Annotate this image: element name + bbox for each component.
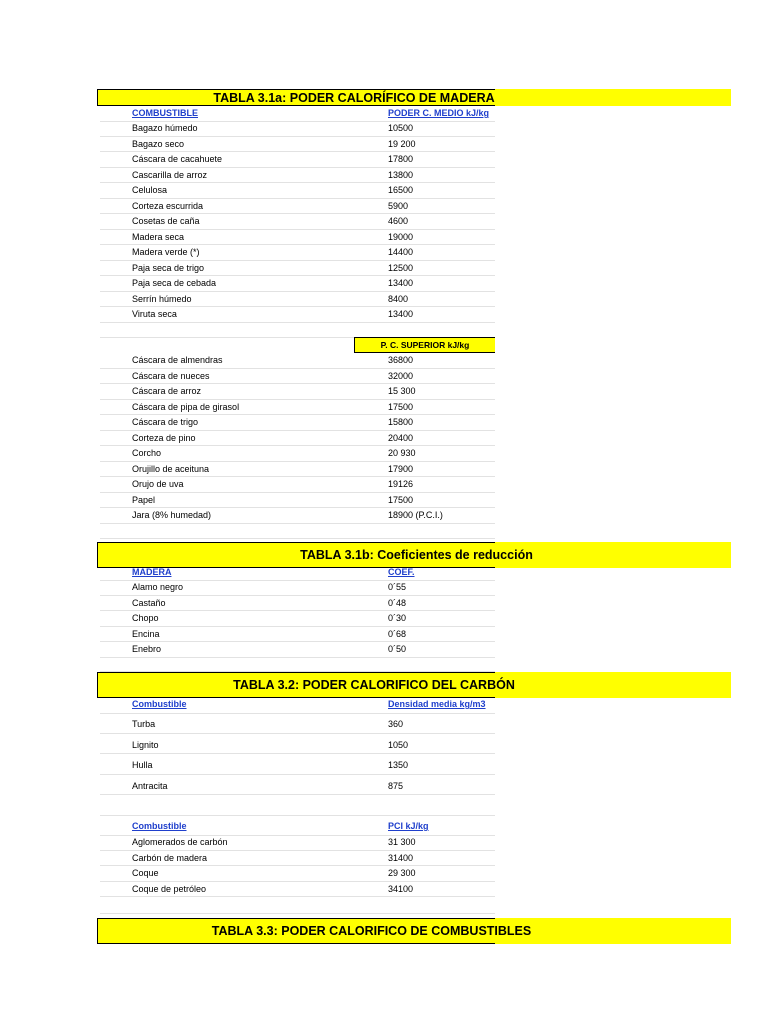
row-value: 32000	[388, 370, 414, 381]
table-row	[100, 462, 495, 478]
row-label: Jara (8% humedad)	[132, 510, 212, 520]
table-3-1a-title: TABLA 3.1a: PODER CALORÍFICO DE MADERA	[213, 90, 495, 105]
row-value: 16500	[388, 185, 414, 195]
row-label: Cáscara de nueces	[132, 370, 210, 381]
table-row	[100, 152, 495, 168]
row-label: Coque	[132, 868, 159, 878]
row-value: 360	[388, 719, 404, 729]
row-value: 14400	[388, 247, 414, 257]
row-label: Cáscara de almendras	[132, 355, 223, 365]
superior-header: P. C. SUPERIOR kJ/kg	[354, 337, 495, 353]
column-header-pci: PCI kJ/kg	[388, 821, 429, 831]
blank-row	[100, 322, 495, 338]
blank-row	[100, 657, 495, 672]
row-label: Cáscara de pipa de girasol	[132, 401, 240, 412]
table-row	[100, 734, 495, 755]
table-row	[100, 882, 495, 898]
row-value: 10500	[388, 123, 414, 133]
table-row	[100, 446, 495, 462]
table-row	[100, 199, 495, 215]
column-header-combustible: Combustible	[132, 699, 187, 709]
row-value: 0´68	[388, 628, 407, 639]
row-value: 17500	[388, 401, 414, 412]
table-row	[100, 400, 495, 416]
row-value: 0´55	[388, 582, 407, 592]
table-row	[100, 168, 495, 184]
table-row	[100, 384, 495, 400]
table-3-3-title-box	[97, 918, 532, 944]
row-value: 13400	[388, 309, 414, 319]
column-header-madera: MADERA	[132, 567, 172, 577]
table-header-row	[100, 815, 495, 836]
row-value: 17500	[388, 494, 414, 505]
row-label: Alamo negro	[132, 582, 184, 592]
row-label: Cascarilla de arroz	[132, 169, 208, 180]
table-row	[100, 508, 495, 524]
row-value: 29 300	[388, 868, 416, 878]
column-header-poder: PODER C. MEDIO kJ/kg	[388, 108, 490, 118]
row-label: Corcho	[132, 448, 162, 458]
table-header-row	[100, 565, 495, 581]
table-row	[100, 214, 495, 230]
table-row	[100, 642, 495, 658]
table-row	[100, 627, 495, 643]
row-value: 0´30	[388, 613, 407, 623]
row-label: Orujillo de aceituna	[132, 463, 210, 474]
row-label: Celulosa	[132, 185, 168, 195]
column-header-combustible-2: Combustible	[132, 821, 187, 831]
row-value: 20 930	[388, 448, 416, 458]
row-value: 4600	[388, 216, 409, 226]
row-value: 19 200	[388, 138, 416, 149]
table-row	[100, 183, 495, 199]
column-header-combustible: COMBUSTIBLE	[132, 108, 198, 118]
table-row	[100, 835, 495, 851]
row-label: Viruta seca	[132, 309, 177, 319]
row-value: 19126	[388, 479, 414, 489]
row-label: Lignito	[132, 739, 159, 750]
table-row	[100, 261, 495, 277]
table-3-1a-title-box	[97, 89, 495, 106]
row-value: 18900 (P.C.I.)	[388, 510, 443, 520]
table-row	[100, 245, 495, 261]
row-value: 5900	[388, 200, 409, 211]
row-label: Corteza escurrida	[132, 200, 204, 211]
table-row	[100, 580, 495, 596]
table-row	[100, 713, 495, 734]
row-value: 875	[388, 780, 404, 791]
row-label: Orujo de uva	[132, 479, 184, 489]
row-label: Bagazo seco	[132, 138, 185, 149]
table-row	[100, 292, 495, 308]
row-value: 8400	[388, 293, 409, 304]
row-value: 31400	[388, 852, 414, 863]
row-label: Hulla	[132, 760, 153, 770]
row-label: Madera verde (*)	[132, 247, 200, 257]
table-row	[100, 230, 495, 246]
table-row	[100, 851, 495, 867]
row-label: Papel	[132, 494, 156, 505]
blank-row	[100, 523, 495, 539]
column-header-densidad: Densidad media kg/m3	[388, 699, 486, 709]
row-label: Cosetas de caña	[132, 216, 200, 226]
row-value: 36800	[388, 355, 414, 365]
row-label: Paja seca de trigo	[132, 262, 205, 273]
row-label: Encina	[132, 628, 160, 639]
row-value: 17900	[388, 463, 414, 474]
row-value: 31 300	[388, 837, 416, 847]
table-row	[100, 596, 495, 612]
table-row	[100, 431, 495, 447]
row-value: 15800	[388, 417, 414, 427]
row-label: Cáscara de arroz	[132, 386, 202, 396]
row-label: Bagazo húmedo	[132, 123, 198, 133]
row-label: Coque de petróleo	[132, 883, 207, 894]
table-row	[100, 493, 495, 509]
row-label: Carbón de madera	[132, 852, 208, 863]
row-value: 1350	[388, 760, 409, 770]
row-label: Chopo	[132, 613, 159, 623]
row-value: 34100	[388, 883, 414, 894]
row-value: 12500	[388, 262, 414, 273]
row-label: Antracita	[132, 780, 168, 791]
table-row	[100, 611, 495, 627]
blank-row	[100, 795, 495, 816]
row-value: 0´50	[388, 644, 407, 654]
table-row	[100, 369, 495, 385]
table-row	[100, 121, 495, 137]
row-value: 0´48	[388, 597, 407, 608]
row-label: Castaño	[132, 597, 166, 608]
table-row	[100, 866, 495, 882]
row-value: 17800	[388, 154, 414, 164]
row-label: Aglomerados de carbón	[132, 837, 228, 847]
table-3-2-title: TABLA 3.2: PODER CALORIFICO DEL CARBÓN	[233, 678, 515, 692]
row-label: Cáscara de cacahuete	[132, 154, 223, 164]
table-row	[100, 276, 495, 292]
row-value: 1050	[388, 739, 409, 750]
row-value: 20400	[388, 432, 414, 443]
row-label: Paja seca de cebada	[132, 278, 217, 288]
blank-row	[100, 897, 495, 914]
row-value: 13400	[388, 278, 414, 288]
row-label: Turba	[132, 719, 156, 729]
table-3-3-title: TABLA 3.3: PODER CALORIFICO DE COMBUSTIBLES	[211, 924, 532, 938]
row-label: Madera seca	[132, 231, 185, 242]
table-row	[100, 477, 495, 493]
row-value: 15 300	[388, 386, 416, 396]
table-row	[100, 307, 495, 323]
table-row	[100, 775, 495, 796]
table-row	[100, 754, 495, 775]
column-header-coef: COEF.	[388, 567, 415, 577]
row-label: Enebro	[132, 644, 162, 654]
row-label: Corteza de pino	[132, 432, 196, 443]
table-3-1b-title: TABLA 3.1b: Coeficientes de reducción	[300, 548, 533, 562]
table-row	[100, 137, 495, 153]
row-value: 19000	[388, 231, 414, 242]
row-value: 13800	[388, 169, 414, 180]
table-header-row	[100, 106, 495, 122]
table-row	[100, 353, 495, 369]
table-header-row	[100, 693, 495, 714]
table-row	[100, 415, 495, 431]
row-label: Serrín húmedo	[132, 293, 192, 304]
row-label: Cáscara de trigo	[132, 417, 199, 427]
